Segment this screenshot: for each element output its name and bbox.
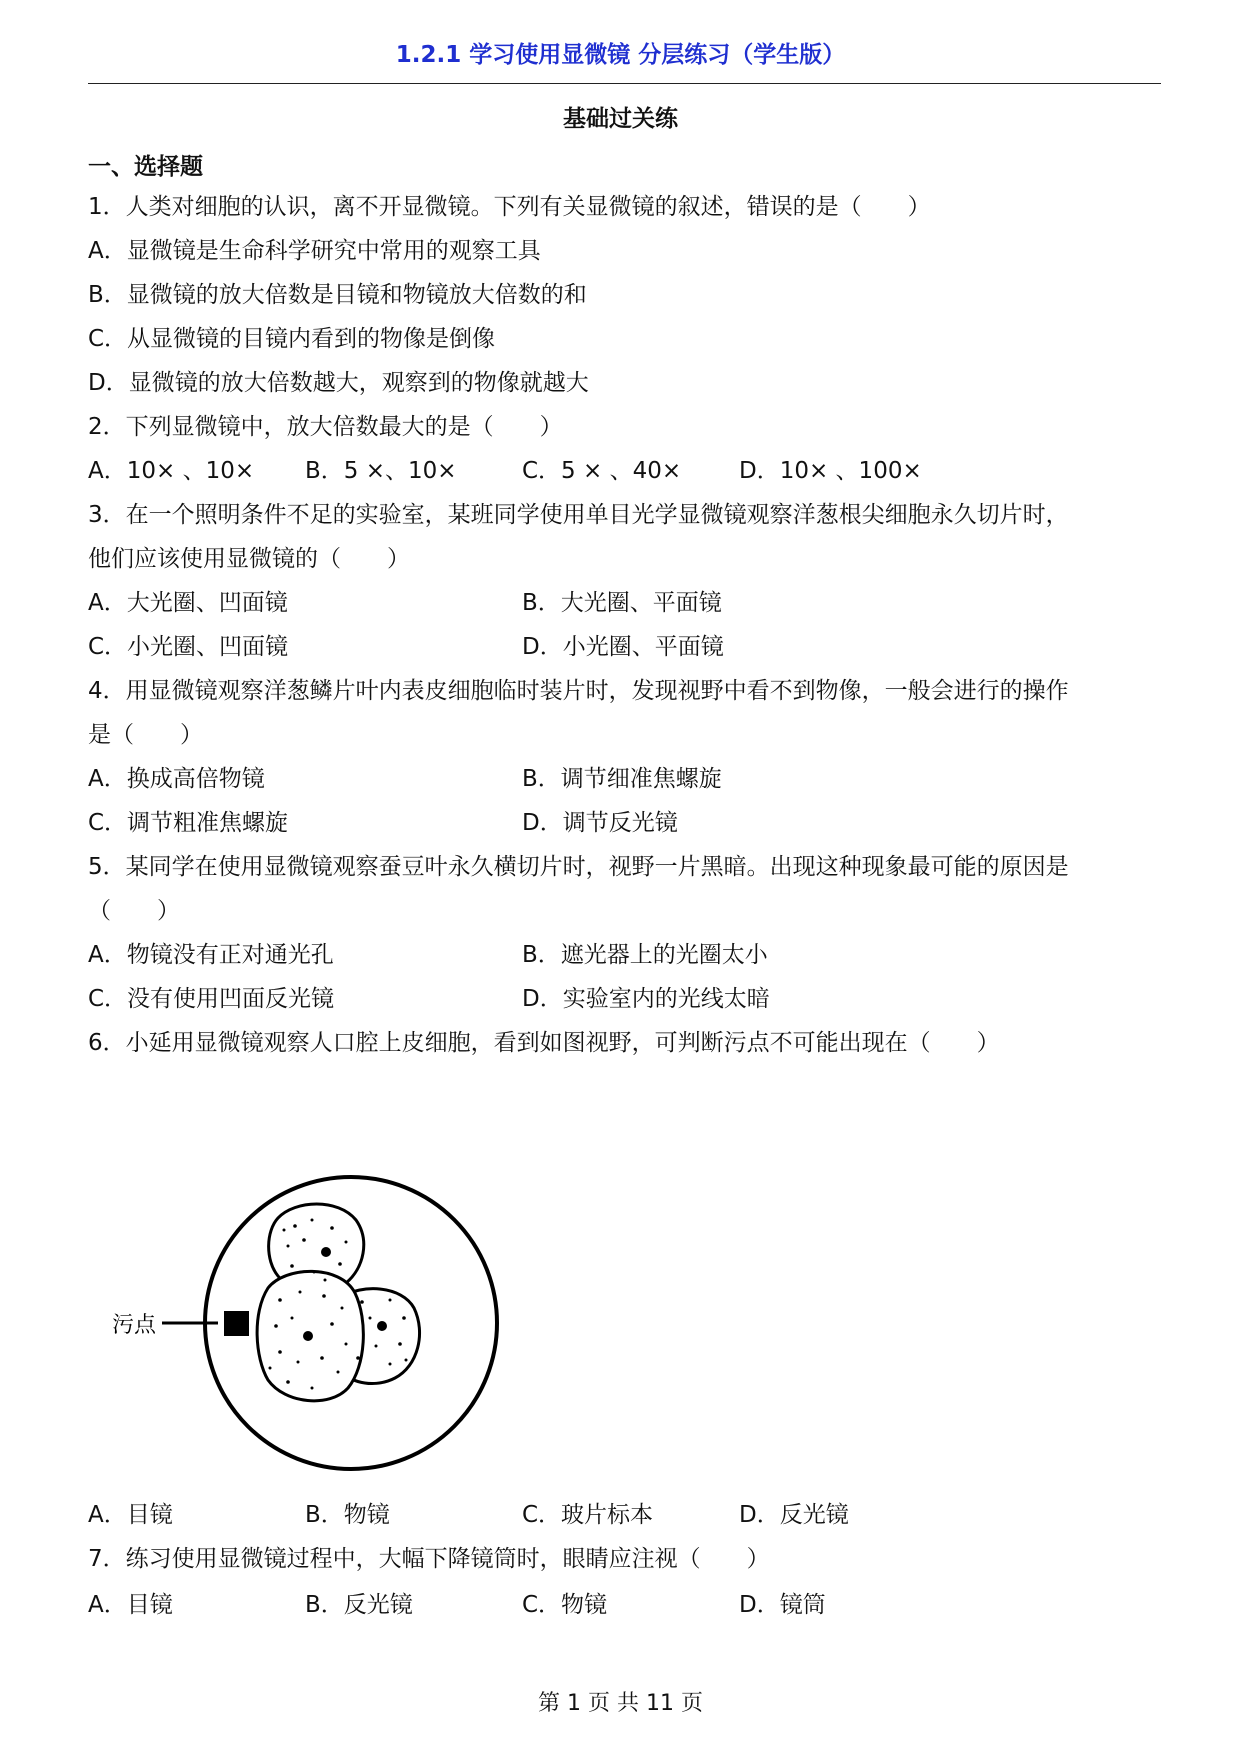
question-3-option-a: A．大光圈、凹面镜 xyxy=(88,590,288,616)
question-3-stem-line-2: 他们应该使用显微镜的（ ） xyxy=(88,546,410,572)
question-7-option-c: C．物镜 xyxy=(522,1592,608,1618)
question-5-option-b: B．遮光器上的光圈太小 xyxy=(522,942,768,968)
header-divider xyxy=(88,83,1161,84)
section-title: 基础过关练 xyxy=(563,106,678,132)
question-6-option-a: A．目镜 xyxy=(88,1502,173,1528)
question-7-option-d: D．镜筒 xyxy=(739,1592,826,1618)
question-4-option-a: A．换成高倍物镜 xyxy=(88,766,265,792)
part-title: 一、选择题 xyxy=(88,154,203,180)
question-4-option-d: D．调节反光镜 xyxy=(522,810,678,836)
question-1-option-c: C．从显微镜的目镜内看到的物像是倒像 xyxy=(88,326,496,352)
question-1-option-b: B．显微镜的放大倍数是目镜和物镜放大倍数的和 xyxy=(88,282,587,308)
question-3-option-c: C．小光圈、凹面镜 xyxy=(88,634,289,660)
question-1-option-d: D．显微镜的放大倍数越大，观察到的物像就越大 xyxy=(88,370,589,396)
question-4-option-b: B．调节细准焦螺旋 xyxy=(522,766,722,792)
question-1-stem: 1．人类对细胞的认识，离不开显微镜。下列有关显微镜的叙述，错误的是（ ） xyxy=(88,194,931,220)
question-4-option-c: C．调节粗准焦螺旋 xyxy=(88,810,289,836)
question-5-stem-line-1: 5．某同学在使用显微镜观察蚕豆叶永久横切片时，视野一片黑暗。出现这种现象最可能的原因是 xyxy=(88,854,1069,880)
stain-label: 污点 xyxy=(112,1313,157,1338)
question-3-option-b: B．大光圈、平面镜 xyxy=(522,590,722,616)
question-2-stem: 2．下列显微镜中，放大倍数最大的是（ ） xyxy=(88,414,563,440)
document-header-title: 1.2.1 学习使用显微镜 分层练习（学生版） xyxy=(395,42,846,68)
page-footer: 第 1 页 共 11 页 xyxy=(538,1691,703,1716)
microscope-field-of-view-figure xyxy=(100,1168,500,1478)
cell-right-nucleus xyxy=(377,1321,387,1331)
cell-top-nucleus xyxy=(321,1247,331,1257)
question-6-stem: 6．小延用显微镜观察人口腔上皮细胞，看到如图视野，可判断污点不可能出现在（ ） xyxy=(88,1030,1000,1056)
question-5-option-c: C．没有使用凹面反光镜 xyxy=(88,986,335,1012)
question-6-option-b: B．物镜 xyxy=(305,1502,390,1528)
question-7-option-b: B．反光镜 xyxy=(305,1592,413,1618)
question-2-option-d: D．10× 、100× xyxy=(739,458,922,484)
question-2-option-a: A．10× 、10× xyxy=(88,458,255,484)
cell-center-nucleus xyxy=(303,1331,313,1341)
question-1-option-a: A．显微镜是生命科学研究中常用的观察工具 xyxy=(88,238,541,264)
question-3-stem-line-1: 3．在一个照明条件不足的实验室，某班同学使用单目光学显微镜观察洋葱根尖细胞永久切片时， xyxy=(88,502,1069,528)
question-4-stem-line-1: 4．用显微镜观察洋葱鳞片叶内表皮细胞临时装片时，发现视野中看不到物像，一般会进行的操作 xyxy=(88,678,1069,704)
question-5-stem-line-2: （ ） xyxy=(88,898,180,924)
question-7-option-a: A．目镜 xyxy=(88,1592,173,1618)
question-2-option-c: C．5 × 、40× xyxy=(522,458,682,484)
question-4-stem-line-2: 是（ ） xyxy=(88,722,203,748)
question-5-option-d: D．实验室内的光线太暗 xyxy=(522,986,770,1012)
question-5-option-a: A．物镜没有正对通光孔 xyxy=(88,942,334,968)
question-6-option-d: D．反光镜 xyxy=(739,1502,849,1528)
question-2-option-b: B．5 ×、10× xyxy=(305,458,457,484)
question-6-option-c: C．玻片标本 xyxy=(522,1502,654,1528)
stain-spot xyxy=(224,1311,249,1336)
question-7-stem: 7．练习使用显微镜过程中，大幅下降镜筒时，眼睛应注视（ ） xyxy=(88,1546,770,1572)
question-3-option-d: D．小光圈、平面镜 xyxy=(522,634,724,660)
